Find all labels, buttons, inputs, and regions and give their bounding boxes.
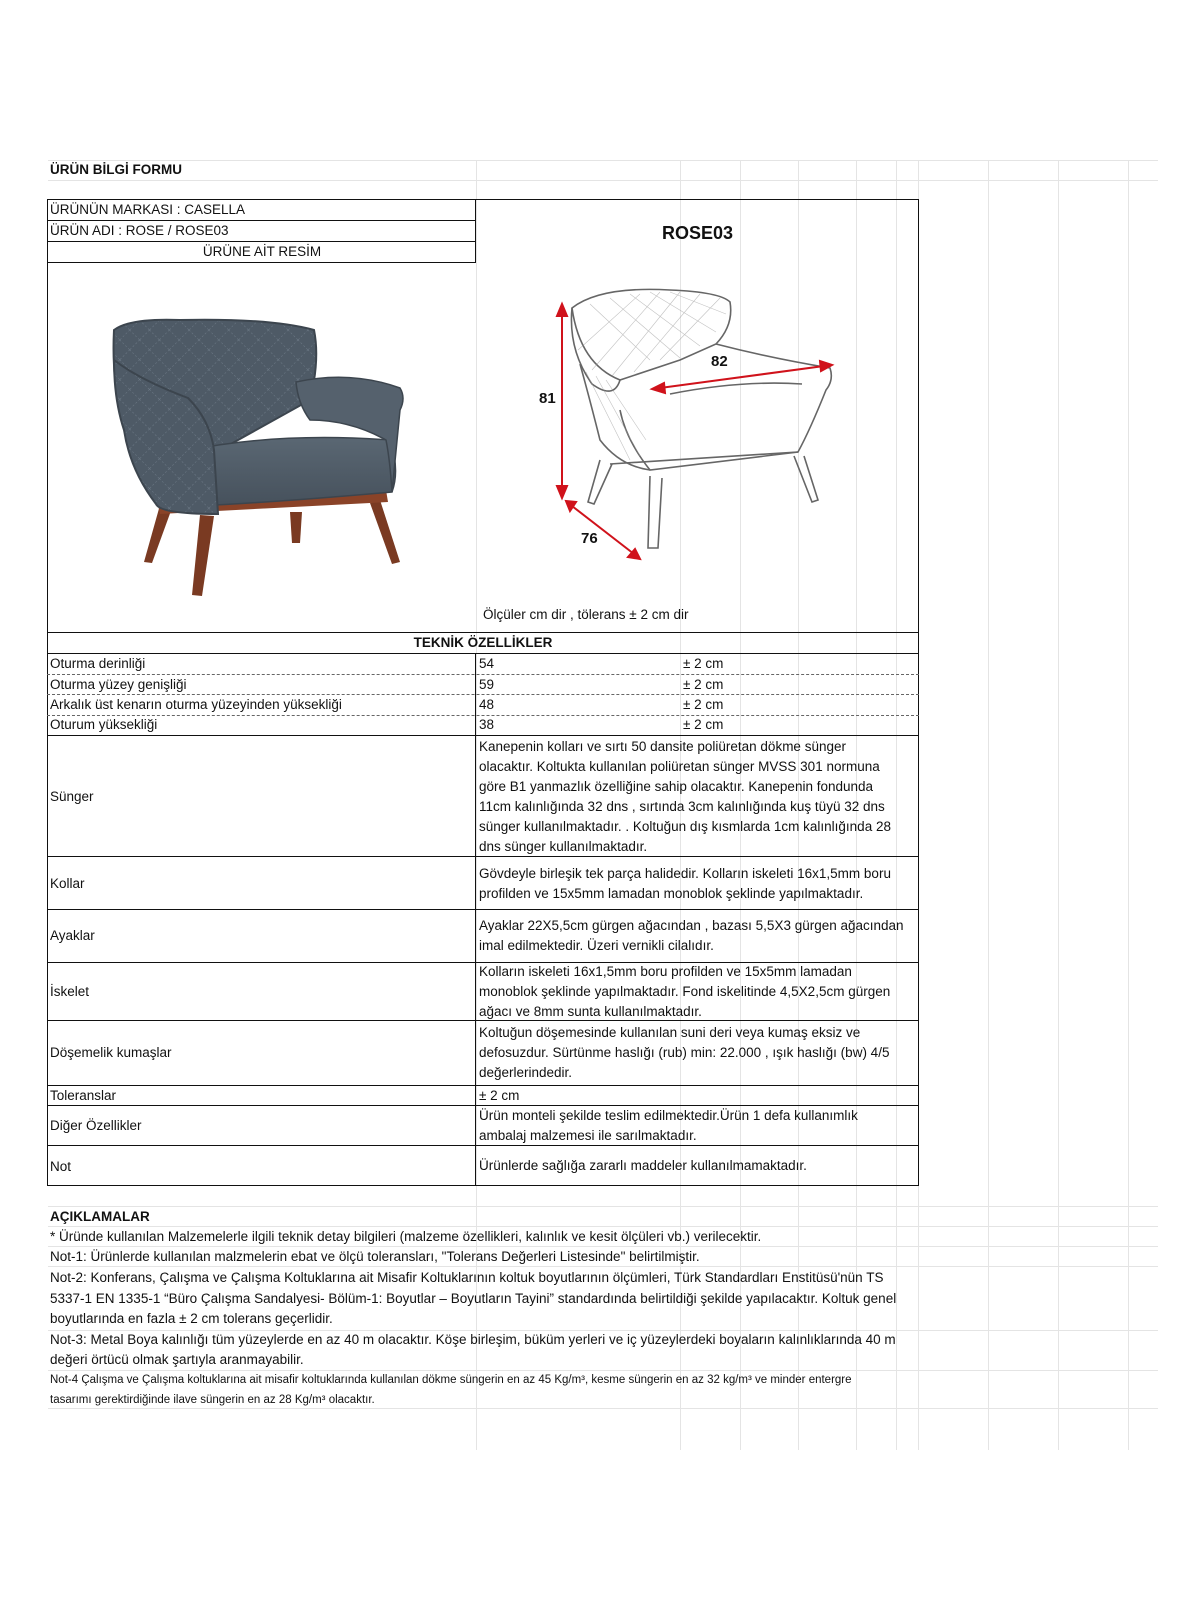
product-photo (100, 300, 420, 600)
brand-line: ÜRÜNÜN MARKASI : CASELLA (50, 202, 246, 217)
note-line: tasarımı gerektirdiğinde ilave süngerin en az 28 Kg/m³ olacaktır. (50, 1394, 375, 1406)
note-line: boyutlarında en fazla ± 2 cm tolerans geçerlidir. (50, 1311, 333, 1326)
tech-header: TEKNİK ÖZELLİKLER (413, 635, 553, 650)
grid-line (1058, 160, 1059, 1450)
measurement-value: 38 (479, 717, 495, 732)
spec-value-toleranslar: ± 2 cm (479, 1088, 520, 1103)
spec-value-iskelet: Kolların iskeleti 16x1,5mm boru profilden ve 15x5mm lamadan monoblok şeklinde yapılmaktadır. Fond iskelitinde 4,5X2,5cm gürgen ağacı ve 8mm sunta kullanılmaktadır. (479, 964, 891, 1019)
divider (47, 909, 919, 910)
measurement-tolerance: ± 2 cm (683, 697, 724, 712)
grid-line (988, 160, 989, 1450)
measurement-label: Oturma derinliği (50, 656, 146, 671)
measurement-label: Arkalık üst kenarın oturma yüzeyinden yüksekliği (50, 697, 342, 712)
measurement-value: 59 (479, 677, 495, 692)
grid-line (48, 160, 1158, 161)
chair-leg (192, 515, 214, 596)
chair-leg (290, 512, 302, 543)
grid-line (1128, 160, 1129, 1450)
image-caption: ÜRÜNE AİT RESİM (202, 244, 322, 259)
note-line: Not-3: Metal Boya kalınlığı tüm yüzeylerde en az 40 m olacaktır. Köşe birleşim, büküm yerleri ve iç yüzeylerdeki boyaların kalınlıklarında 40 m (50, 1332, 896, 1347)
spec-label-diger: Diğer Özellikler (50, 1118, 142, 1133)
measurement-label: Oturma yüzey genişliği (50, 677, 187, 692)
spec-label-ayaklar: Ayaklar (50, 928, 95, 943)
dimension-drawing (530, 280, 850, 570)
measurement-tolerance: ± 2 cm (683, 677, 724, 692)
spec-value-ayaklar: Ayaklar 22X5,5cm gürgen ağacından , bazası 5,5X3 gürgen ağacından imal edilmektedir. Üzeri vernikli cilalıdır. (479, 918, 904, 953)
notes-title: AÇIKLAMALAR (50, 1209, 150, 1224)
note-line: Not-2: Konferans, Çalışma ve Çalışma Koltuklarına ait Misafir Koltuklarının koltuk boyutlarının ölçümleri, Türk Standardları Enstitüsü'nün TS (50, 1270, 884, 1285)
product-name-line: ÜRÜN ADI : ROSE / ROSE03 (50, 223, 229, 238)
spec-value-diger: Ürün monteli şekilde teslim edilmektedir.Ürün 1 defa kullanımlık ambalaj malzemesi ile sarılmaktadır. (479, 1108, 858, 1143)
tolerance-note: Ölçüler cm dir , tölerans ± 2 cm dir (483, 607, 689, 622)
spec-value-dosemelik: Koltuğun döşemesinde kullanılan suni deri veya kumaş eksiz ve defosuzdur. Sürtünme haslığı (rub) min: 22.000 , ışık haslığı (bw) 4/5 değerlerindedir. (479, 1025, 890, 1080)
note-line: Not-4 Çalışma ve Çalışma koltuklarına ait misafir koltuklarında kullanılan dökme süngerin en az 45 Kg/m³, kesme süngerin en az 32 kg/m³ ve minder entergre (50, 1374, 852, 1386)
chair-leg (144, 505, 172, 563)
grid-line (48, 180, 1158, 181)
measurement-value: 48 (479, 697, 495, 712)
spec-label-iskelet: İskelet (50, 984, 90, 999)
dimension-width: 82 (711, 353, 728, 370)
note-line: 5337-1 EN 1335-1 “Büro Çalışma Sandalyesi- Bölüm-1: Boyutlar – Boyutların Tayini” standardında belirtildiği şekilde yapılacaktır. Koltuk genel (50, 1291, 897, 1306)
chair-leg (370, 500, 400, 564)
spec-value-kollar: Gövdeyle birleşik tek parça halidedir. Kolların iskeleti 16x1,5mm boru profilden ve 15x5mm lamadan monoblok şeklinde yapılmaktadır. (479, 866, 891, 901)
dimension-height: 81 (539, 390, 556, 407)
measurement-tolerance: ± 2 cm (683, 717, 724, 732)
spec-label-dosemelik: Döşemelik kumaşlar (50, 1045, 172, 1060)
spec-label-toleranslar: Toleranslar (50, 1088, 117, 1103)
spec-label-sunger: Sünger (50, 789, 94, 804)
spec-label-not: Not (50, 1159, 72, 1174)
divider (47, 262, 476, 263)
note-line: * Üründe kullanılan Malzemelerle ilgili teknik detay bilgileri (malzeme özellikleri, kalınlık ve kesit ölçüleri vb.) verilecektir. (50, 1229, 762, 1244)
spec-value-sunger: Kanepenin kolları ve sırtı 50 dansite poliüretan dökme sünger olacaktır. Koltukta kullanılan poliüretan sünger MVSS 301 normuna göre B1 yanmazlık özelliğine sahip olacaktır. Kanepenin fondunda 11cm kalınlığında 32 dns , sırtında 3cm kalınlığında kuş tüyü 32 dns sünger kullanılmaktadır. . Koltuğun dış kısmlarda 1cm kalınlığında 28 dns sünger kullanılmaktadır. (479, 739, 891, 854)
grid-line (48, 1206, 1158, 1207)
drawing-title: ROSE03 (661, 223, 734, 243)
dimension-depth: 76 (581, 530, 598, 547)
divider (47, 735, 919, 736)
measurement-value: 54 (479, 656, 495, 671)
measurement-label: Oturum yüksekliği (50, 717, 158, 732)
spec-label-kollar: Kollar (50, 876, 85, 891)
form-title: ÜRÜN BİLGİ FORMU (50, 162, 182, 177)
note-line: Not-1: Ürünlerde kullanılan malzmelerin ebat ve ölçü toleransları, "Tolerans Değerleri Listesinde" belirtilmiştir. (50, 1249, 700, 1264)
note-line: değeri örtücü olmak şartıyla aranmayabilir. (50, 1352, 304, 1367)
measurement-tolerance: ± 2 cm (683, 656, 724, 671)
divider (475, 653, 476, 1186)
spec-value-not: Ürünlerde sağlığa zararlı maddeler kullanılmamaktadır. (479, 1158, 807, 1173)
